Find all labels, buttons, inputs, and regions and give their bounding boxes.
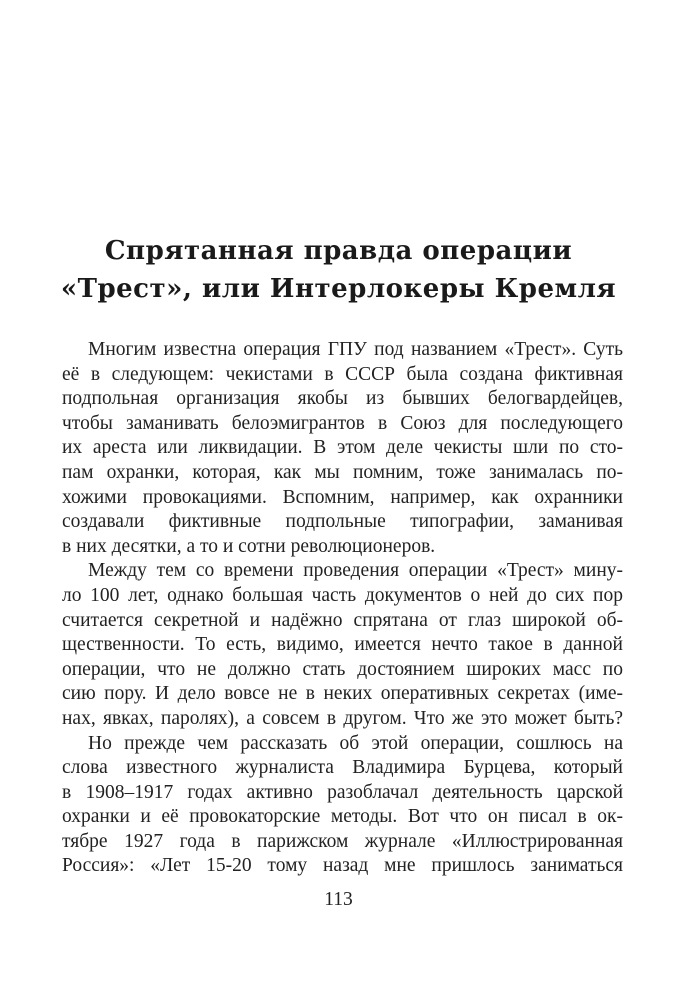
paragraph-1	[62, 338, 623, 559]
text-line: пам охранки, которая, как мы помним, тоже занималась по-	[62, 461, 623, 483]
text-line: в 1908–1917 годах активно разоблачал деятельность царской	[62, 781, 623, 803]
text-line: её в следующем: чекистами в СССР была создана фиктивная	[62, 363, 623, 385]
text-line: ло 100 лет, однако большая часть документов о ней до сих пор	[62, 584, 623, 606]
page-number: 113	[324, 889, 353, 910]
text-line: нах, явках, паролях), а совсем в другом. Что же это может быть?	[62, 707, 623, 729]
paragraph-2	[62, 559, 623, 731]
chapter-title	[60, 232, 617, 308]
text-line: в них десятки, а то и сотни революционеров.	[62, 535, 436, 557]
body-text	[62, 338, 623, 879]
text-line: Но прежде чем рассказать об этой операции, сошлюсь на	[88, 732, 623, 754]
paragraph-3	[62, 732, 623, 880]
text-line: операции, что не должно стать достоянием широких масс по	[62, 658, 623, 680]
text-line: тябре 1927 года в парижском журнале «Иллюстрированная	[62, 830, 623, 852]
text-line: считается секретной и надёжно спрятана от глаз широкой об-	[62, 609, 623, 631]
text-line: сию пору. И дело вовсе не в неких оперативных секретах (име-	[62, 683, 623, 705]
chapter-title-line-2: «Трест», или Интерлокеры Кремля	[60, 274, 617, 304]
text-line: охранки и её провокаторские методы. Вот что он писал в ок-	[62, 806, 623, 828]
text-line: Россия»: «Лет 15-20 тому назад мне пришлось заниматься	[62, 855, 623, 877]
text-line: создавали фиктивные подпольные типографии, заманивая	[62, 511, 623, 533]
text-line: щественности. То есть, видимо, имеется нечто такое в данной	[62, 634, 623, 656]
text-line: чтобы заманивать белоэмигрантов в Союз для последующего	[62, 412, 623, 434]
text-line: Многим известна операция ГПУ под названием «Трест». Суть	[88, 339, 623, 360]
chapter-title-line-1: Спрятанная правда операции	[104, 236, 573, 266]
text-line: Между тем со времени проведения операции «Трест» мину-	[88, 560, 623, 582]
text-line: их ареста или ликвидации. В этом деле чекисты шли по сто-	[62, 437, 623, 459]
text-line: подпольная организация якобы из бывших белогвардейцев,	[62, 388, 623, 410]
text-line: хожими провокациями. Вспомним, например, как охранники	[62, 486, 623, 508]
text-line: слова известного журналиста Владимира Бурцева, который	[62, 757, 623, 779]
